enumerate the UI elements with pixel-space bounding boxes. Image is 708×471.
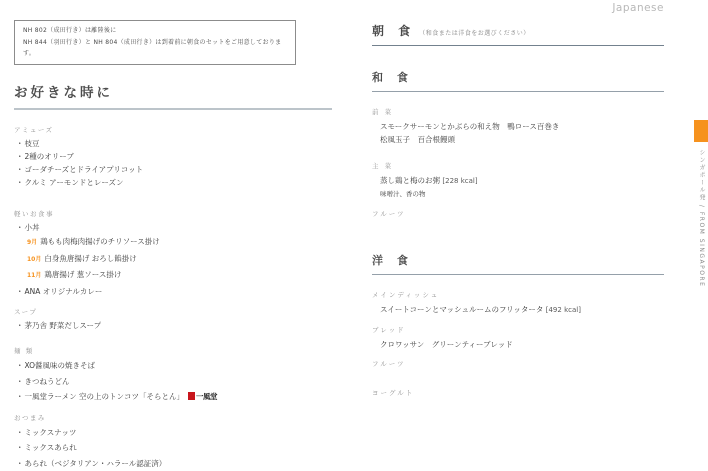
anytime-menu-column bbox=[14, 20, 334, 471]
ippudo-logo-text: 一風堂 bbox=[196, 392, 218, 402]
list-item: ・ あられ（ベジタリアン・ハラール認証済） bbox=[14, 456, 334, 471]
list-item: ・ きつねうどん bbox=[14, 374, 334, 390]
list-item: ・ ミックスナッツ bbox=[14, 425, 334, 441]
list-item: ・ 小丼 bbox=[14, 221, 334, 234]
language-label: Japanese bbox=[612, 2, 664, 14]
yoshoku-title: 洋 食 bbox=[372, 252, 664, 275]
anytime-title: お好きな時に bbox=[14, 81, 332, 110]
main-dish-label: メインディッシュ bbox=[372, 291, 440, 299]
flight-notice-box bbox=[14, 20, 296, 65]
list-item: ・ ANA オリジナルカレー bbox=[14, 284, 334, 300]
noodles-label: 麺 類 bbox=[14, 347, 34, 356]
dish-line bbox=[372, 174, 664, 188]
list-item: ・ ゴーダチーズとドライアプリコット bbox=[14, 163, 334, 176]
yogurt-label: ヨーグルト bbox=[372, 389, 415, 397]
monthly-dish-text: 白身魚唐揚げ おろし餡掛け bbox=[44, 253, 137, 263]
shusai-label: 主 菜 bbox=[372, 162, 394, 170]
ramen-item bbox=[14, 389, 334, 405]
list-item: ・ 茅乃舎 野菜だしスープ bbox=[14, 319, 334, 332]
amuse-label: アミューズ bbox=[14, 126, 54, 135]
breakfast-menu-column bbox=[372, 0, 664, 401]
breakfast-title bbox=[372, 22, 664, 46]
monthly-dish bbox=[14, 251, 334, 268]
soup-label: スープ bbox=[14, 308, 38, 317]
monthly-dish-text: 鶏唐揚げ 葱ソース掛け bbox=[44, 270, 122, 280]
monthly-dish bbox=[14, 267, 334, 284]
monthly-dish bbox=[14, 234, 334, 251]
dish-line: スモークサーモンとかぶらの和え物 鴨ロース百巻き bbox=[380, 122, 560, 131]
month-tag: 9月 bbox=[27, 239, 38, 247]
breakfast-subtitle: （和食または洋食をお選びください） bbox=[419, 30, 530, 37]
ippudo-logo-icon bbox=[188, 392, 195, 400]
month-tag: 11月 bbox=[27, 272, 42, 280]
section-tab-label[interactable]: シンガポール発 / FROM SINGAPORE bbox=[698, 149, 705, 288]
fruits-label: フルーツ bbox=[372, 360, 406, 368]
bread-label: ブレッド bbox=[372, 326, 406, 334]
side-dish-note: 味噌汁、香の物 bbox=[380, 190, 426, 198]
section-tab-marker[interactable] bbox=[694, 120, 708, 142]
dish-text: 蒸し鶏と梅のお粥 bbox=[380, 176, 440, 185]
breakfast-title-text: 朝 食 bbox=[372, 24, 416, 38]
dish-line: 松風玉子 百合根饅頭 bbox=[380, 135, 455, 144]
list-item: ・ クルミ アーモンドとレーズン bbox=[14, 176, 334, 189]
flight-notice-line2: NH 844（羽田行き）と NH 804（成田行き）は到着前に朝食のセットをご用意しております。 bbox=[23, 38, 282, 58]
flight-notice-line1: NH 802（成田行き）は離陸後に bbox=[23, 27, 117, 34]
ramen-text: 一風堂ラーメン 空の上のトンコツ「そらとん」 bbox=[24, 392, 185, 402]
monthly-dish-text: 鶏もも肉梅肉揚げのチリソース掛け bbox=[40, 237, 160, 247]
list-item: ・ XO醤風味の焼きそば bbox=[14, 358, 334, 374]
light-meal-label: 軽いお食事 bbox=[14, 210, 54, 219]
washoku-title: 和 食 bbox=[372, 69, 664, 92]
kcal-value: [228 kcal] bbox=[442, 177, 478, 185]
zensai-label: 前 菜 bbox=[372, 108, 394, 116]
dish-text: スイートコーンとマッシュルームのフリッタータ bbox=[380, 305, 544, 314]
list-item: ・ 2種のオリーブ bbox=[14, 150, 334, 163]
list-item: ・ 枝豆 bbox=[14, 137, 334, 150]
snacks-label: おつまみ bbox=[14, 413, 46, 422]
list-item: ・ ミックスあられ bbox=[14, 440, 334, 456]
dish-line: クロワッサン グリーンティーブレッド bbox=[380, 340, 513, 349]
month-tag: 10月 bbox=[27, 255, 42, 263]
dish-line bbox=[372, 303, 664, 317]
kcal-value: [492 kcal] bbox=[545, 306, 581, 314]
fruits-label: フルーツ bbox=[372, 210, 406, 218]
